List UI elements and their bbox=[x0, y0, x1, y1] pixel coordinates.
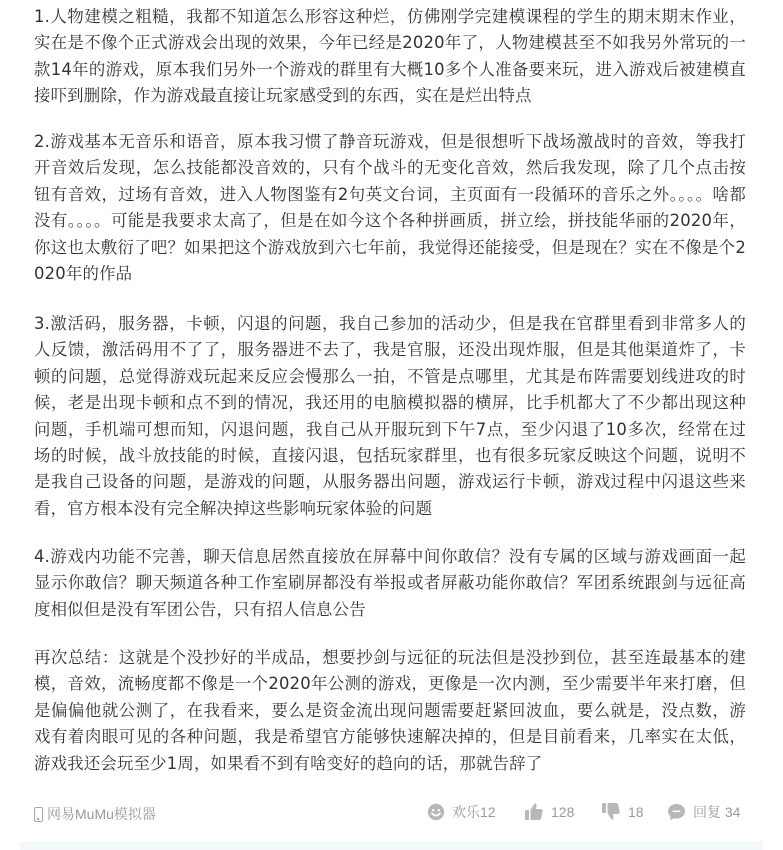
review-summary-paragraph: 再次总结：这就是个没抄好的半成品，想要抄剑与远征的玩法但是没抄到位，甚至连最基本的建模，音效，流畅度都不像是一个2020年公测的游戏，更像是一次内测，至少需要半年来打磨，但是偏偏他就公测了，在我看来，要么是资金流出现问题需要赶紧回波血，要么就是，没点数，游戏有着肉眼可见的各种问题，我是希望官方能够快速解决掉的，但是目前看来，几率实在太低，游戏我还会玩至少1周，如果看不到有啥变好的趋向的话，那就告辞了 bbox=[34, 648, 746, 773]
like-count: 128 bbox=[551, 803, 575, 820]
happy-button[interactable] bbox=[427, 802, 496, 822]
reply-label: 回复 34 bbox=[693, 804, 741, 820]
comment-icon bbox=[667, 803, 686, 821]
device-label: 网易MuMu模拟器 bbox=[47, 806, 156, 822]
reply-button[interactable] bbox=[667, 802, 740, 822]
phone-icon bbox=[34, 807, 43, 822]
thumbs-up-icon bbox=[524, 802, 544, 821]
review-paragraph-2: 2.游戏基本无音乐和语音，原本我习惯了静音玩游戏，但是很想听下战场激战时的音效，等我打开音效后发现，怎么技能都没音效的，只有个战斗的无变化音效，然后我发现，除了几个点击按钮有音效，过场有音效，进入人物图鉴有2句英文台词，主页面有一段循环的音乐之外。。。。啥都没有。。。。可能是我要求太高了，但是在如今这个各种拼画质，拼立绘，拼技能华丽的2020年，你这也太敷衍了吧？如果把这个游戏放到六七年前，我觉得还能接受，但是现在？实在不像是个2020年的作品 bbox=[34, 132, 746, 284]
smiley-icon bbox=[427, 803, 445, 821]
device-info bbox=[34, 804, 156, 824]
dislike-button[interactable] bbox=[601, 802, 644, 821]
review-paragraph-3: 3.激活码，服务器，卡顿，闪退的问题，我自己参加的活动少，但是我在官群里看到非常多人的人反馈，激活码用不了了，服务器进不去了，我是官服，还没出现炸服，但是其他渠道炸了，卡顿的问题，总觉得游戏玩起来反应会慢那么一拍，不管是点哪里，尤其是布阵需要划线进攻的时候，老是出现卡顿和点不到的情况，我还用的电脑模拟器的横屏，比手机都大了不少都出现这种问题，手机端可想而知，闪退问题，我自己从开服玩到下午7点，至少闪退了10多次，经常在过场的时候，战斗放技能的时候，直接闪退，包括玩家群里，也有很多玩家反映这个问题，说明不是我自己设备的问题，是游戏的问题，从服务器出问题，游戏运行卡顿，游戏过程中闪退这些来看，官方根本没有完全解决掉这些影响玩家体验的问题 bbox=[34, 314, 746, 518]
review-paragraph-4: 4.游戏内功能不完善，聊天信息居然直接放在屏幕中间你敢信？没有专属的区域与游戏画面一起显示你敢信？聊天频道各种工作室刷屏都没有举报或者屏蔽功能你敢信？军团系统跟剑与远征高度相似但是没有军团公告，只有招人信息公告 bbox=[34, 547, 746, 619]
dislike-count: 18 bbox=[628, 803, 644, 820]
thumbs-down-icon bbox=[601, 802, 621, 821]
like-button[interactable] bbox=[524, 802, 574, 821]
review-footer bbox=[34, 798, 746, 830]
review-paragraph-1: 1.人物建模之粗糙，我都不知道怎么形容这种烂，仿佛刚学完建模课程的学生的期末期末作业，实在是不像个正式游戏会出现的效果，今年已经是2020年了，人物建模甚至不如我另外常玩的一款14年的游戏，原本我们另外一个游戏的群里有大概10多个人准备要来玩，进入游戏后被建模直接吓到删除，作为游戏最直接让玩家感受到的东西，实在是烂出特点 bbox=[34, 7, 746, 106]
happy-label: 欢乐12 bbox=[452, 804, 496, 820]
